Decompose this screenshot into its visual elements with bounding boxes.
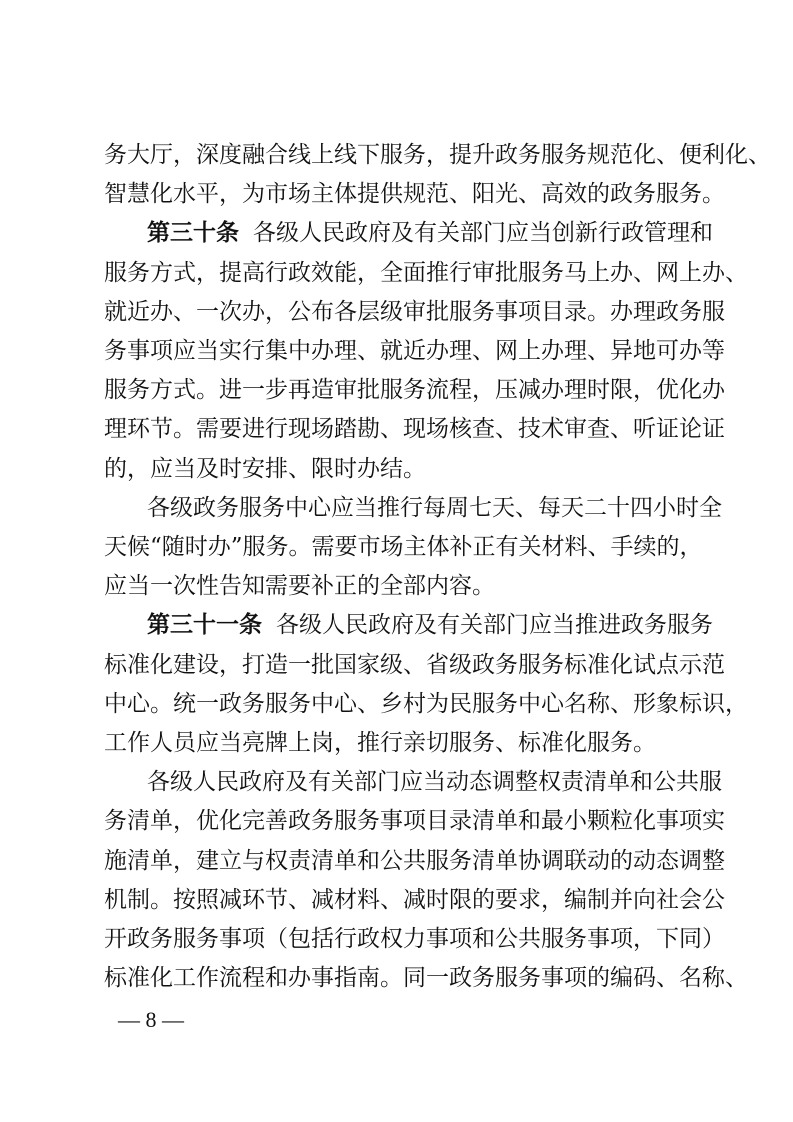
body-line: 各级人民政府及有关部门应当动态调整权责清单和公共服 xyxy=(147,769,722,796)
body-line: 机制。按照减环节、减材料、减时限的要求，编制并向社会公 xyxy=(104,886,725,913)
body-line: 工作人员应当亮牌上岗，推行亲切服务、标准化服务。 xyxy=(104,730,656,756)
body-line: 就近办、一次办，公布各层级审批服务事项目录。办理政务服 xyxy=(104,298,725,325)
body-line: 天候“随时办”服务。需要市场主体补正有关材料、手续的， xyxy=(104,534,703,560)
body-text: 各级人民政府及有关部门应当创新行政管理和 xyxy=(253,220,713,247)
body-line: 理环节。需要进行现场踏勘、现场核查、技术审查、听证论证 xyxy=(104,416,725,443)
body-text: 各级人民政府及有关部门应当推进政务服务 xyxy=(276,612,713,639)
body-line: 服务方式。进一步再造审批服务流程，压减办理时限，优化办 xyxy=(104,377,725,404)
body-line: 应当一次性告知需要补正的全部内容。 xyxy=(104,573,495,600)
body-line: 服务方式，提高行政效能，全面推行审批服务马上办、网上办、 xyxy=(104,259,748,286)
body-line: 务大厅，深度融合线上线下服务，提升政务服务规范化、便利化、 xyxy=(104,142,771,168)
body-line: 智慧化水平，为市场主体提供规范、阳光、高效的政务服务。 xyxy=(104,181,725,208)
body-line: 标准化建设，打造一批国家级、省级政务服务标准化试点示范 xyxy=(104,651,725,678)
body-line: 务清单，优化完善政务服务事项目录清单和最小颗粒化事项实 xyxy=(104,808,725,835)
body-line: 各级政务服务中心应当推行每周七天、每天二十四小时全 xyxy=(147,494,722,521)
body-line: 务事项应当实行集中办理、就近办理、网上办理、异地可办等 xyxy=(104,338,725,364)
article-31-first-line xyxy=(147,610,713,640)
body-line: 标准化工作流程和办事指南。同一政务服务事项的编码、名称、 xyxy=(104,965,748,992)
body-line: 开政务服务事项（包括行政权力事项和公共服务事项，下同） xyxy=(104,926,725,952)
body-line: 中心。统一政务服务中心、乡村为民服务中心名称、形象标识， xyxy=(104,690,748,717)
article-31-heading: 第三十一条 xyxy=(147,612,262,639)
article-30-heading: 第三十条 xyxy=(147,220,239,247)
article-30-first-line xyxy=(147,218,713,248)
body-line: 的，应当及时安排、限时办结。 xyxy=(104,455,426,482)
page-number: — 8 — xyxy=(118,1007,184,1032)
body-line: 施清单，建立与权责清单和公共服务清单协调联动的动态调整 xyxy=(104,847,725,874)
